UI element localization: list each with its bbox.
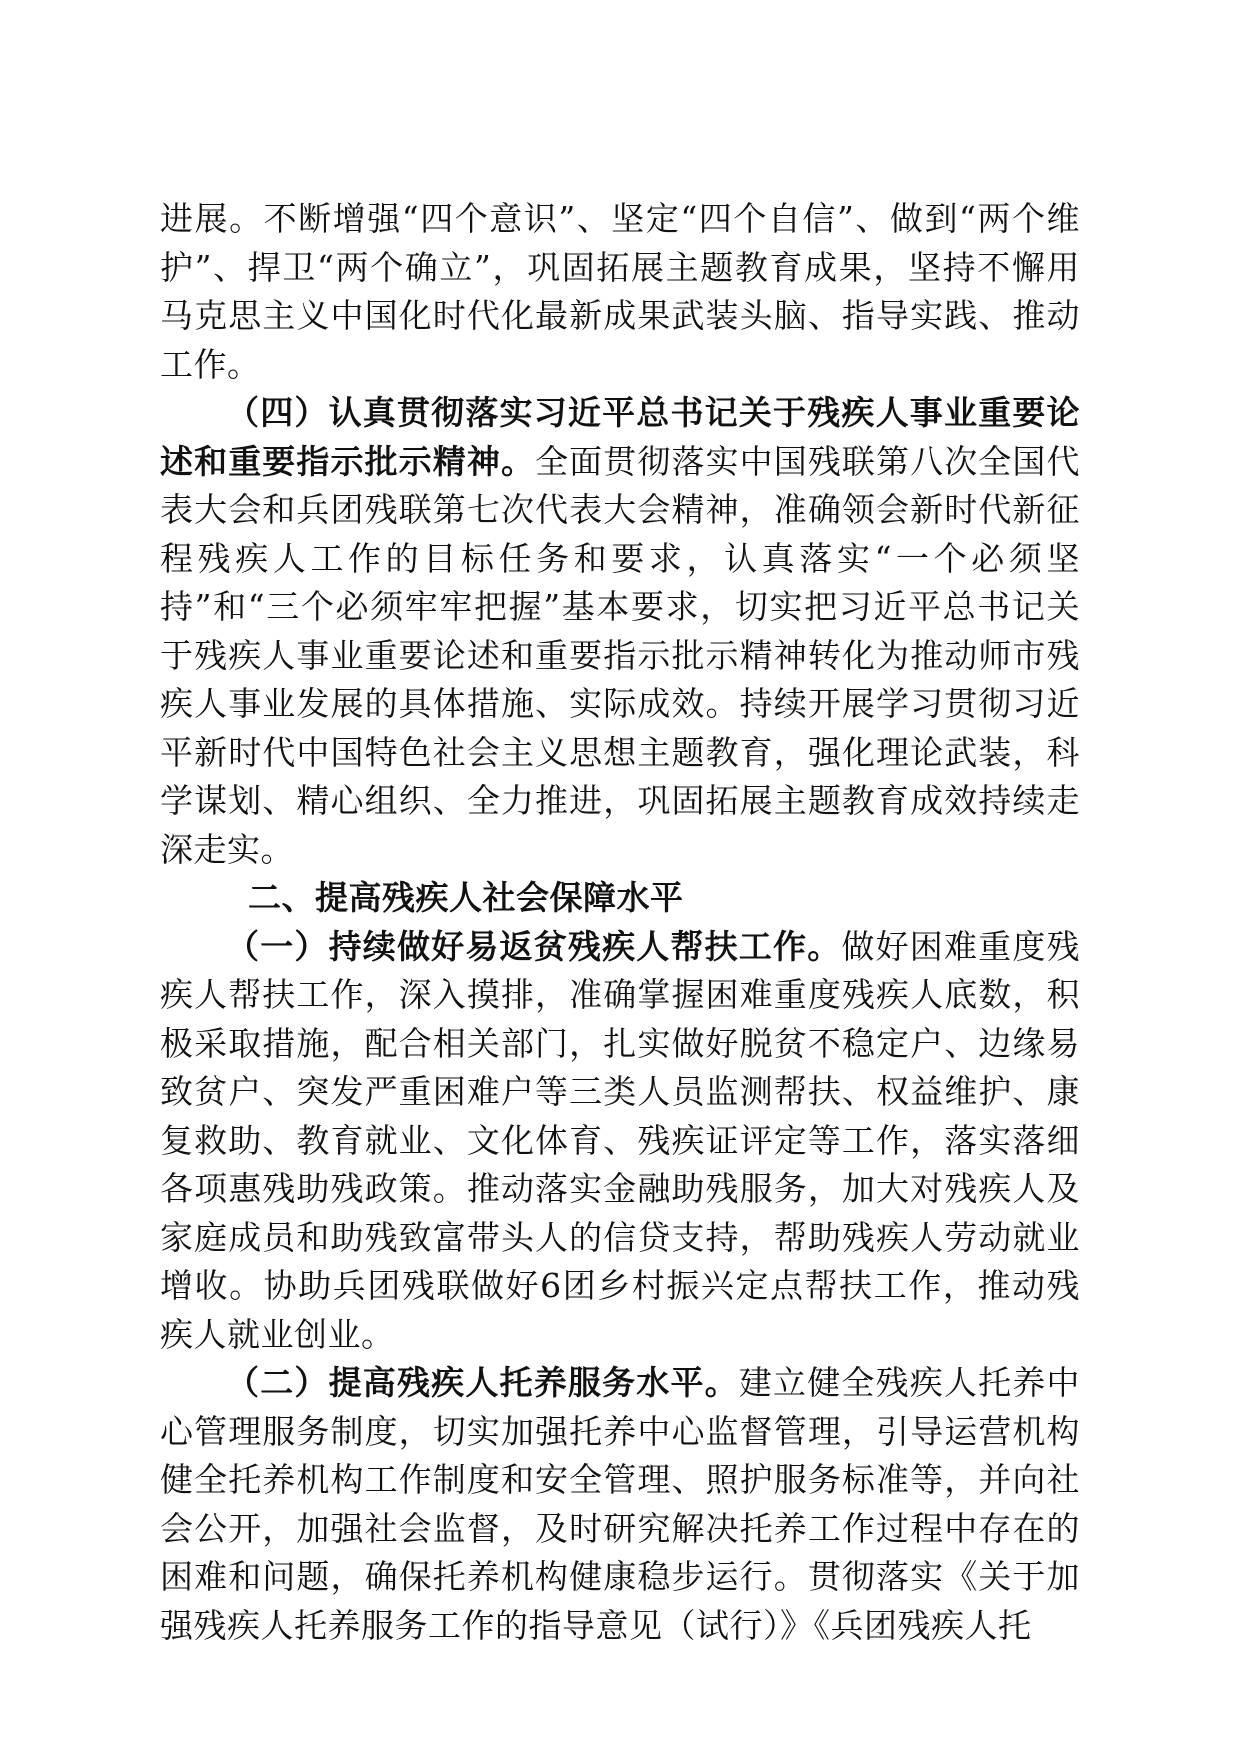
paragraph-lead-bold: （一）持续做好易返贫残疾人帮扶工作。 (226, 926, 842, 966)
paragraph-body: 建立健全残疾人托养中心管理服务制度，切实加强托养中心监督管理，引导运营机构健全托养机构工作制度和安全管理、照护服务标准等，并向社会公开，加强社会监督，及时研究解决托养工作过程中存在的困难和问题，确保托养机构健康稳步运行。贯彻落实《关于加强残疾人托养服务工作的指导意见（试行）》《兵团残疾人托 (160, 1363, 1080, 1645)
paragraph-continuation: 进展。不断增强“四个意识”、坚定“四个自信”、做到“两个维护”、捍卫“两个确立”，巩固拓展主题教育成果，坚持不懈用马克思主义中国化时代化最新成果武装头脑、指导实践、推动工作。 (160, 199, 1080, 384)
paragraph-lead-bold: （四）认真贯彻落实习近平总书记关于残疾人事业重要论述和重要指示批示精神。 (160, 393, 1080, 481)
paragraph-subsection-1 (160, 923, 1080, 1360)
paragraph-section-4 (160, 389, 1080, 874)
document-page (160, 195, 1080, 1650)
paragraph-body: 做好困难重度残疾人帮扶工作，深入摸排，准确掌握困难重度残疾人底数，积极采取措施，配合相关部门，扎实做好脱贫不稳定户、边缘易致贫户、突发严重困难户等三类人员监测帮扶、权益维护、康复救助、教育就业、文化体育、残疾证评定等工作，落实落细各项惠残助残政策。推动落实金融助残服务，加大对残疾人及家庭成员和助残致富带头人的信贷支持，帮助残疾人劳动就业增收。协助兵团残联做好6团乡村振兴定点帮扶工作，推动残疾人就业创业。 (160, 926, 1080, 1354)
paragraph-subsection-2 (160, 1359, 1080, 1650)
paragraph-body: 全面贯彻落实中国残联第八次全国代表大会和兵团残联第七次代表大会精神，准确领会新时代新征程残疾人工作的目标任务和要求，认真落实“一个必须坚持”和“三个必须牢牢把握”基本要求，切实把习近平总书记关于残疾人事业重要论述和重要指示批示精神转化为推动师市残疾人事业发展的具体措施、实际成效。持续开展学习贯彻习近平新时代中国特色社会主义思想主题教育，强化理论武装，科学谋划、精心组织、全力推进，巩固拓展主题教育成效持续走深走实。 (160, 441, 1081, 869)
section-heading: 二、提高残疾人社会保障水平 (248, 878, 684, 917)
paragraph-lead-bold: （二）提高残疾人托养服务水平。 (226, 1363, 739, 1402)
